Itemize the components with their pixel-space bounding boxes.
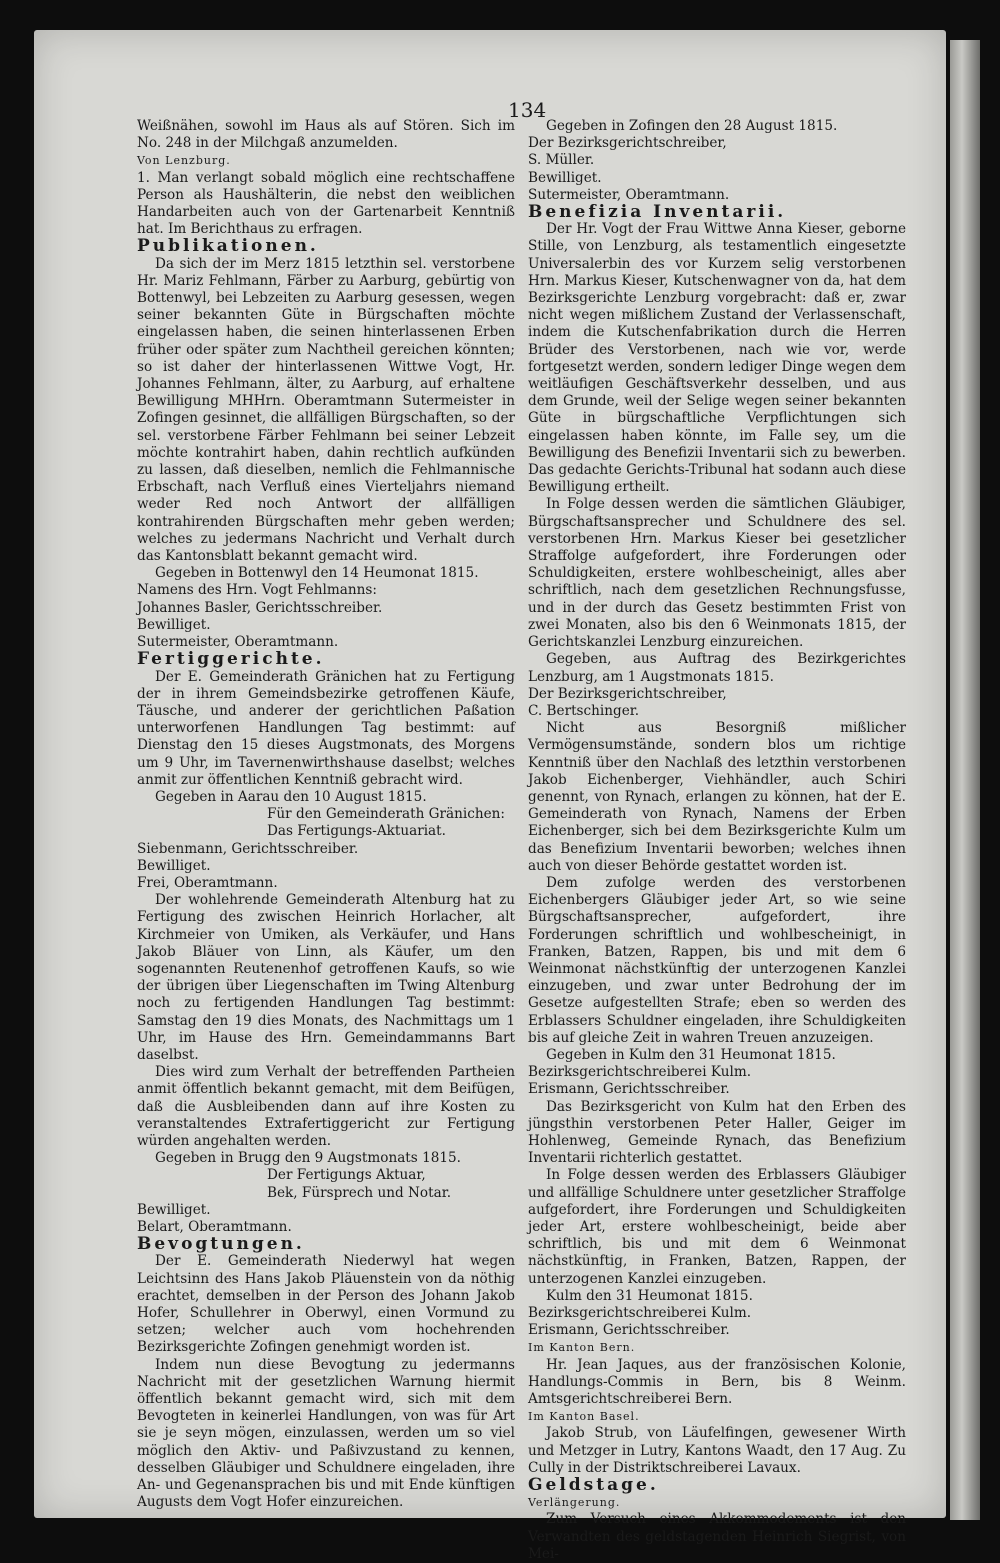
text-line: Belart, Oberamtmann. — [137, 1219, 292, 1235]
dateline: Kulm den 31 Heumonat 1815. — [546, 1287, 753, 1304]
paragraph: Da sich der im Merz 1815 letzthin sel. verstorbene Hr. Mariz Fehlmann, Färber zu Aarburg, gebürtig von Bottenwyl, bei Lebzeiten zu Aarburg gesessen, wegen seiner bekannten Güte in Bürgschaften möchte eingelassen haben, die seinen hinterlassenen Erben früher oder später zum Nachtheil gereichen könnten; so ist daher der hinterlassenen Wittwe Vogt, Hr. Johannes Fehlmann, älter, zu Aarburg, auf erhaltene Bewilligung MHHrn. Oberamtmann Sutermeister in Zofingen gesinnet, die allfälligen Bürgschaften, so der sel. verstorbene Färber Fehlmann bei seiner Lebzeit möchte kontrahirt haben, dahin rechtlich aufkünden zu lassen, daß dieselben, nemlich die Fehlmannische Erbschaft, nach Verfluß eines Vierteljahrs niemand weder Red noch Antwort der allfälligen kontrahirenden Bürgschaften mehr geben werden; welches zu jedermans Nachricht und Verhalt durch das Kantonsblatt bekannt gemacht wird. — [137, 255, 515, 565]
signature-line: Für den Gemeinderath Gränichen: — [267, 806, 505, 823]
signature-line: Erismann, Gerichtsschreiber. — [528, 1322, 730, 1339]
dateline: Gegeben in Aarau den 10 August 1815. — [155, 788, 427, 805]
dateline: Gegeben in Kulm den 31 Heumonat 1815. — [546, 1046, 836, 1063]
paragraph: Indem nun diese Bevogtung zu jedermanns Nachricht mit der gesetzlichen Warnung hiermit öffentlich bekannt gemacht wird, sich mit dem Bevogteten in keinerlei Handlungen, von was für Art sie je seyn mögen, einzulassen, werden um so viel möglich den Aktiv- und Paßivzustand zu kennen, desselben Gläubiger und Schuldnere eingeladen, ihre An- und Gegenansprachen bis und mit Ende künftigen Augusts dem Vogt Hofer einzureichen. — [137, 1356, 515, 1511]
paragraph: Der E. Gemeinderath Niederwyl hat wegen Leichtsinn des Hans Jakob Pläuenstein von da nöthig erachtet, demselben in der Person des Johann Jakob Hofer, Schullehrer in Oberwyl, einen Vormund zu setzen; welcher auch vom hochehrenden Bezirksgerichte Zofingen genehmigt worden ist. — [137, 1253, 515, 1356]
paragraph: Nicht aus Besorgniß mißlicher Vermögensumstände, sondern blos um richtige Kenntniß über den Nachlaß des letzthin verstorbenen Jakob Eichenberger, Viehhändler, auch Schiri genennt, von Rynach, erlangen zu können, hat der E. Gemeinderath von Rynach, Namens der Erben Eichenberger, sich bei dem Bezirksgerichte Kulm um das Benefizium Inventarii beworben; welches ihnen auch von dieser Behörde gestattet worden ist. — [528, 720, 906, 874]
paragraph: In Folge dessen werden die sämtlichen Gläubiger, Bürgschaftsansprecher und Schuldnere des sel. verstorbenen Hrn. Markus Kieser bei gesetzlicher Straffolge aufgefordert, ihre Forderungen oder Schuldigkeiten, erstere wohlbescheinigt, alles aber schriftlich, nach dem gesetzlichen Rechnungsfusse, und in der durch das Gesetz bestimmten Frist von zwei Monaten, also bis den 6 Weinmonats 1815, der Gerichtskanzlei Lenzburg einzureichen. — [528, 496, 906, 651]
text-line: Sutermeister, Oberamtmann. — [137, 634, 339, 651]
subsection-heading: Verlängerung. — [528, 1496, 621, 1510]
subsection-heading: Im Kanton Bern. — [528, 1341, 636, 1355]
section-heading: Geldstage. — [528, 1475, 659, 1496]
signature-line: Bek, Fürsprech und Notar. — [267, 1184, 452, 1201]
paragraph: Hr. Jean Jaques, aus der französischen Kolonie, Handlungs-Commis in Bern, bis 8 Weinm. Amtsgerichtschreiberei Bern. — [528, 1356, 906, 1408]
text-line: 1. Man verlangt sobald möglich eine rechtschaffene Person als Haushälterin, die nebst den weiblichen Handarbeiten auch von der Gartenarbeit Kenntniß hat. Im Berichthaus zu erfragen. — [137, 169, 515, 238]
text-line: Sutermeister, Oberamtmann. — [528, 186, 730, 203]
dateline: Gegeben in Zofingen den 28 August 1815. — [546, 118, 838, 134]
paragraph: Zum Versuch eines Akkommodements ist den Verwandten des geldstagenden Heinrich Siegrist, von Mei- — [528, 1511, 906, 1562]
left-column — [137, 118, 515, 1511]
paragraph: Jakob Strub, von Läufelfingen, gewesener Wirth und Metzger in Lutry, Kantons Waadt, den 17 Aug. Zu Cully in der Distriktschreiberei Lavaux. — [528, 1425, 906, 1476]
text-line: Frei, Oberamtmann. — [137, 874, 278, 891]
dateline: Gegeben in Bottenwyl den 14 Heumonat 1815. — [155, 565, 479, 582]
signature-line: Bezirksgerichtschreiberei Kulm. — [528, 1064, 752, 1081]
signature-line: Erismann, Gerichtsschreiber. — [528, 1081, 730, 1098]
subsection-heading: Von Lenzburg. — [137, 154, 231, 168]
right-column — [528, 118, 906, 1563]
signature-line: Das Fertigungs-Aktuariat. — [267, 823, 446, 840]
text-line: Weißnähen, sowohl im Haus als auf Stören. Sich im No. 248 in der Milchgaß anzumelden. — [137, 118, 515, 152]
paragraph: Dies wird zum Verhalt der betreffenden Partheien anmit öffentlich bekannt gemacht, mit dem Beifügen, daß die Ausbleibenden dann auf ihre Kosten zu veranstaltendes Extrafertiggericht zur Fertigung würden angehalten werden. — [137, 1064, 515, 1149]
dateline: Gegeben in Brugg den 9 Augstmonats 1815. — [155, 1150, 461, 1167]
signature-line: Johannes Basler, Gerichtsschreiber. — [137, 599, 383, 616]
subsection-heading: Im Kanton Basel. — [528, 1410, 640, 1424]
paragraph: Dem zufolge werden des verstorbenen Eichenbergers Gläubiger jeder Art, so wie seine Bürgschaftsansprecher, aufgefordert, ihre Forderungen schriftlich und wohlbescheinigt, in Franken, Batzen, Rappen, bis und mit dem 6 Weinmonat nächstkünftig der unterzogenen Kanzlei einzugeben, und zwar unter Bedrohung der im Gesetze aufgestellten Strafe; eben so werden des Erblassers Schuldner eingeladen, ihre Schuldigkeiten bis auf gleiche Zeit in wahren Treuen anzuzeigen. — [528, 874, 906, 1046]
text-line: Bewilliget. — [137, 616, 211, 633]
text-line: Bewilliget. — [137, 857, 211, 874]
paragraph: Der Hr. Vogt der Frau Wittwe Anna Kieser, geborne Stille, von Lenzburg, als testamentlich eingesetzte Universalerbin des vor Kurzem selig verstorbenen Hrn. Markus Kieser, Kutschenwagner von da, hat dem Bezirksgerichte Lenzburg vorgebracht: daß er, zwar nicht wegen mißlichem Zustand der Verlassenschaft, indem die Kutschenfabrikation durch die Herren Brüder des Verstorbenen, nach wie vor, werde fortgesetzt werden, sondern lediger Dinge wegen dem weitläufigen Geschäftsverkehr desselben, und aus dem Grunde, weil der Selige wegen seiner bekannten Güte in bürgschaftliche Verpflichtungen sich eingelassen haben könnte, im Falle sey, um die Bewilligung des Benefizii Inventarii sich zu bewerben. Das gedachte Gerichts-Tribunal hat sodann auch diese Bewilligung ertheilt. — [528, 221, 906, 496]
section-heading: Benefizia Inventarii. — [528, 202, 787, 223]
paragraph: Der E. Gemeinderath Gränichen hat zu Fertigung der in ihrem Gemeindsbezirke getroffenen Käufe, Täusche, und anderer der gerichtlichen Paßation unterworfenen Handlungen Tag bestimmt: auf Dienstag den 15 dieses Augstmonats, des Morgens um 9 Uhr, im Tavernenwirthshause daselbst; welches anmit zur öffentlichen Kenntniß gebracht wird. — [137, 668, 515, 788]
adjacent-page-edge — [950, 40, 980, 1520]
dateline: Gegeben, aus Auftrag des Bezirkgerichtes Lenzburg, am 1 Augstmonats 1815. — [528, 651, 906, 685]
section-heading: Publikationen. — [137, 236, 319, 257]
paragraph: Das Bezirksgericht von Kulm hat den Erben des jüngsthin verstorbenen Peter Haller, Geiger im Hohlenweg, Gemeinde Rynach, das Benefizium Inventarii richterlich gestattet. — [528, 1098, 906, 1167]
page-number: 134 — [508, 98, 547, 122]
signature-line: Der Bezirksgerichtschreiber, — [528, 685, 727, 702]
text-line: Bewilliget. — [528, 169, 602, 186]
signature-line: S. Müller. — [528, 152, 595, 169]
signature-line: Siebenmann, Gerichtsschreiber. — [137, 840, 359, 857]
paragraph: In Folge dessen werden des Erblassers Gläubiger und allfällige Schuldnere unter gesetzlicher Straffolge aufgefordert, ihre Forderungen und Schuldigkeiten jeder Art, erstere wohlbescheinigt, beide aber schriftlich, bis und mit dem 6 Weinmonat nächstkünftig, in Franken, Batzen, Rappen, der unterzogenen Kanzlei einzugeben. — [528, 1167, 906, 1287]
signature-line: Bezirksgerichtschreiberei Kulm. — [528, 1305, 752, 1322]
signature-line: Der Fertigungs Aktuar, — [267, 1167, 426, 1184]
paragraph: Der wohlehrende Gemeinderath Altenburg hat zu Fertigung des zwischen Heinrich Horlacher, alt Kirchmeier von Umiken, als Verkäufer, und Hans Jakob Bläuer von Linn, als Käufer, um den sogenannten Reutenenhof getroffenen Kaufs, so wie der übrigen über Liegenschaften im Twing Altenburg noch zu fertigenden Handlungen Tag bestimmt: Samstag den 19 dies Monats, des Nachmittags um 1 Uhr, im Hause des Hrn. Gemeindammanns Bart daselbst. — [137, 892, 515, 1063]
signature-line: Namens des Hrn. Vogt Fehlmanns: — [137, 582, 377, 599]
text-line: Bewilliget. — [137, 1201, 211, 1218]
signature-line: Der Bezirksgerichtschreiber, — [528, 135, 727, 152]
section-heading: Bevogtungen. — [137, 1234, 305, 1255]
section-heading: Fertiggerichte. — [137, 649, 325, 670]
signature-line: C. Bertschinger. — [528, 702, 640, 719]
